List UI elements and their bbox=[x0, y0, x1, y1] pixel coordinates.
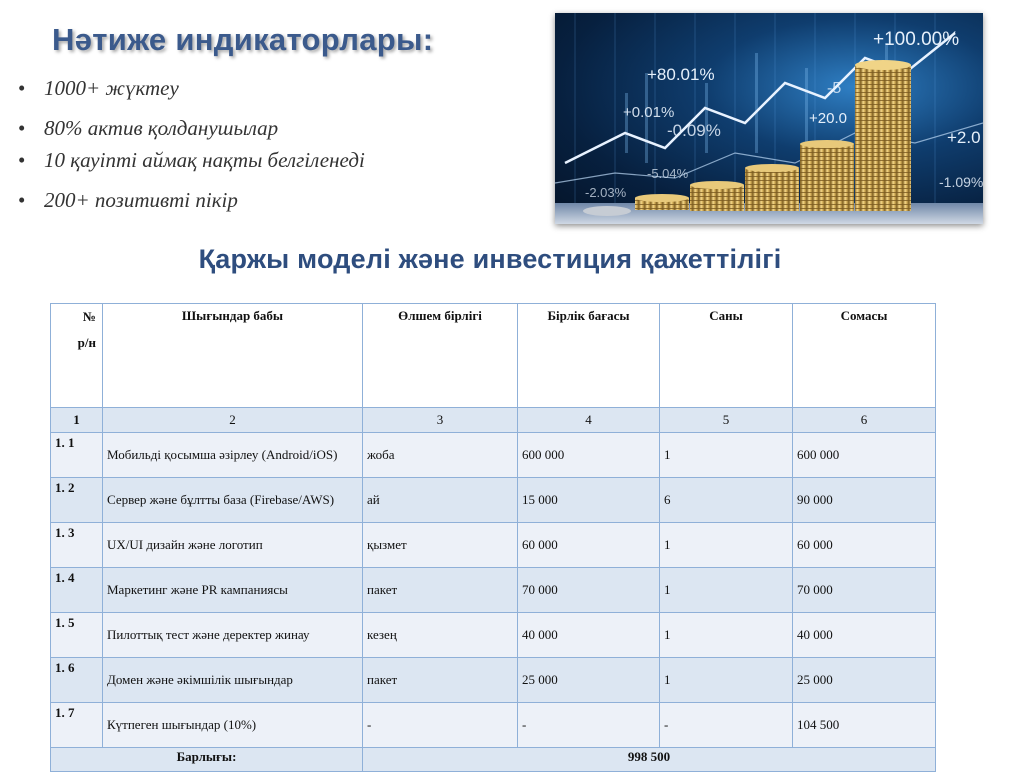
row-name: Домен және әкімшілік шығындар bbox=[103, 658, 363, 703]
row-name: Маркетинг және PR кампаниясы bbox=[103, 568, 363, 613]
indicator-item: • 10 қауіпті аймақ нақты белгіленеді bbox=[18, 148, 365, 172]
row-qty: 1 bbox=[660, 433, 793, 478]
row-name: Пилоттық тест және деректер жинау bbox=[103, 613, 363, 658]
column-index: 5 bbox=[660, 408, 793, 433]
row-unit: жоба bbox=[363, 433, 518, 478]
table-row bbox=[51, 658, 936, 703]
coin-stacks bbox=[583, 60, 911, 216]
table-row bbox=[51, 523, 936, 568]
indicators-title: Нәтиже индикаторлары: bbox=[52, 22, 434, 57]
row-name: Сервер және бұлтты база (Firebase/AWS) bbox=[103, 478, 363, 523]
indicator-item: • 1000+ жүктеу bbox=[18, 76, 179, 100]
row-price: - bbox=[518, 703, 660, 748]
table-row bbox=[51, 433, 936, 478]
row-price: 60 000 bbox=[518, 523, 660, 568]
bullet-icon: • bbox=[18, 188, 26, 212]
header-num: № р/н bbox=[51, 304, 103, 408]
row-unit: қызмет bbox=[363, 523, 518, 568]
finance-title: Қаржы моделі және инвестиция қажеттілігі bbox=[198, 244, 782, 274]
row-price: 15 000 bbox=[518, 478, 660, 523]
indicator-item: • 200+ позитивті пікір bbox=[18, 188, 238, 212]
row-sum: 600 000 bbox=[793, 433, 936, 478]
row-num: 1. 6 bbox=[51, 658, 103, 703]
row-price: 70 000 bbox=[518, 568, 660, 613]
table-row bbox=[51, 613, 936, 658]
table-row bbox=[51, 478, 936, 523]
photo-label: -1.09% bbox=[939, 174, 983, 190]
header-price: Бірлік бағасы bbox=[518, 304, 660, 408]
row-price: 25 000 bbox=[518, 658, 660, 703]
photo-label: -5 bbox=[827, 80, 842, 97]
row-sum: 60 000 bbox=[793, 523, 936, 568]
column-index: 1 bbox=[51, 408, 103, 433]
row-qty: 1 bbox=[660, 658, 793, 703]
bullet-icon: • bbox=[18, 76, 26, 100]
table-row bbox=[51, 703, 936, 748]
column-index: 4 bbox=[518, 408, 660, 433]
row-sum: 40 000 bbox=[793, 613, 936, 658]
row-num: 1. 5 bbox=[51, 613, 103, 658]
bullet-icon: • bbox=[18, 116, 26, 140]
row-name: Күтпеген шығындар (10%) bbox=[103, 703, 363, 748]
row-num: 1. 3 bbox=[51, 523, 103, 568]
coins-growth-photo bbox=[555, 13, 983, 224]
budget-table bbox=[50, 303, 936, 772]
indicator-item: • 80% актив қолданушылар bbox=[18, 116, 279, 140]
row-unit: пакет bbox=[363, 658, 518, 703]
row-num: 1. 7 bbox=[51, 703, 103, 748]
row-qty: 1 bbox=[660, 568, 793, 613]
row-num: 1. 4 bbox=[51, 568, 103, 613]
row-sum: 90 000 bbox=[793, 478, 936, 523]
row-num: 1. 2 bbox=[51, 478, 103, 523]
total-value: 998 500 bbox=[363, 748, 936, 772]
row-sum: 104 500 bbox=[793, 703, 936, 748]
row-unit: - bbox=[363, 703, 518, 748]
header-qty: Саны bbox=[660, 304, 793, 408]
table-header-row bbox=[51, 304, 936, 408]
row-sum: 70 000 bbox=[793, 568, 936, 613]
header-sum: Сомасы bbox=[793, 304, 936, 408]
total-row bbox=[51, 748, 936, 772]
row-unit: пакет bbox=[363, 568, 518, 613]
photo-label: -2.03% bbox=[585, 185, 627, 200]
photo-label: +80.01% bbox=[647, 65, 715, 84]
column-index: 2 bbox=[103, 408, 363, 433]
row-price: 600 000 bbox=[518, 433, 660, 478]
photo-label: -5.04% bbox=[647, 166, 689, 181]
header-name: Шығындар бабы bbox=[103, 304, 363, 408]
coins-growth-illustration bbox=[555, 13, 983, 224]
row-qty: - bbox=[660, 703, 793, 748]
row-name: Мобильді қосымша әзірлеу (Android/iOS) bbox=[103, 433, 363, 478]
row-sum: 25 000 bbox=[793, 658, 936, 703]
column-index: 3 bbox=[363, 408, 518, 433]
photo-label: +0.01% bbox=[623, 104, 675, 121]
row-price: 40 000 bbox=[518, 613, 660, 658]
row-unit: ай bbox=[363, 478, 518, 523]
row-unit: кезең bbox=[363, 613, 518, 658]
column-index: 6 bbox=[793, 408, 936, 433]
bullet-icon: • bbox=[18, 148, 26, 172]
header-unit: Өлшем бірлігі bbox=[363, 304, 518, 408]
row-qty: 6 bbox=[660, 478, 793, 523]
row-num: 1. 1 bbox=[51, 433, 103, 478]
row-name: UX/UI дизайн және логотип bbox=[103, 523, 363, 568]
photo-label: -0.09% bbox=[667, 121, 721, 140]
table-row bbox=[51, 568, 936, 613]
photo-label: +2.0 bbox=[947, 128, 981, 147]
total-label: Барлығы: bbox=[51, 748, 363, 772]
column-index-row bbox=[51, 408, 936, 433]
photo-label: +20.0 bbox=[809, 110, 847, 127]
row-qty: 1 bbox=[660, 613, 793, 658]
photo-label: +100.00% bbox=[873, 29, 960, 50]
row-qty: 1 bbox=[660, 523, 793, 568]
